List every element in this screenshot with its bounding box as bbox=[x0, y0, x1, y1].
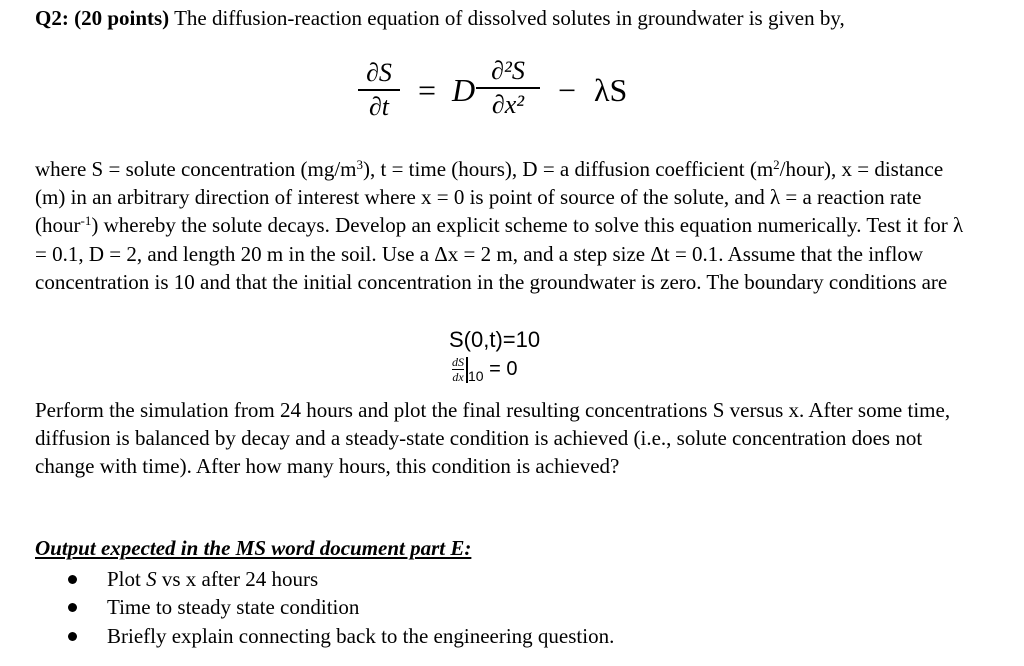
derivative-numerator: dS bbox=[452, 355, 464, 369]
list-item: Plot S vs x after 24 hours bbox=[68, 565, 614, 593]
question-intro: The diffusion-reaction equation of dissolved solutes in groundwater is given by, bbox=[174, 6, 845, 30]
superscript-minus-1: -1 bbox=[80, 213, 92, 229]
derivative-fraction bbox=[452, 356, 464, 383]
bullet-icon bbox=[68, 575, 77, 584]
rhs-fraction-bar bbox=[476, 87, 540, 89]
question-header bbox=[35, 6, 845, 31]
question-label: Q2: (20 points) bbox=[35, 6, 170, 30]
boundary-condition-2 bbox=[452, 356, 518, 384]
where-text-part-3: /hour), x = distance (m) in an arbitrary direction of interest where x = 0 is point of source of the solute, and λ = a reaction rate (hour bbox=[35, 157, 944, 238]
boundary-condition-1: S(0,t)=10 bbox=[449, 327, 541, 352]
equals-sign: = bbox=[418, 72, 437, 108]
list-item: Briefly explain connecting back to the engineering question. bbox=[68, 622, 614, 650]
minus-sign: − bbox=[558, 72, 577, 108]
derivative-denominator: dx bbox=[452, 370, 464, 384]
evaluation-point: 10 bbox=[468, 367, 484, 384]
rhs-numerator: ∂²S bbox=[491, 56, 525, 85]
diffusion-coefficient: D bbox=[452, 72, 476, 108]
list-item: Time to steady state condition bbox=[68, 593, 614, 621]
rhs-fraction bbox=[476, 58, 540, 118]
output-list bbox=[68, 565, 614, 650]
simulation-paragraph: Perform the simulation from 24 hours and plot the final resulting concentrations S versus x. After some time, diffusion is balanced by decay and a steady-state condition is achieved (i.e., solute concentration does not change with time). After how many hours, this condition is achieved? bbox=[35, 398, 951, 479]
bullet-icon bbox=[68, 632, 77, 641]
lhs-numerator: ∂S bbox=[366, 58, 392, 87]
where-text-part-2: ), t = time (hours), D = a diffusion coefficient (m bbox=[363, 157, 774, 181]
where-text-part-1: where S = solute concentration (mg/m bbox=[35, 157, 357, 181]
definitions-paragraph bbox=[35, 155, 970, 296]
lhs-denominator: ∂t bbox=[368, 92, 390, 121]
where-text-part-4: ) whereby the solute decays. Develop an explicit scheme to solve this equation numerically. Test it for λ = 0.1, D = 2, and length 20 m in the soil. Use a Δx = 2 m, and a step size Δt = 0.1. Assume that the inflow concentration is 10 and that the initial concentration in the groundwater is zero. The boundary conditions are bbox=[35, 213, 964, 294]
superscript-3: 3 bbox=[356, 157, 364, 172]
bullet-icon bbox=[68, 603, 77, 612]
decay-term: λS bbox=[594, 72, 628, 108]
lhs-fraction bbox=[358, 60, 400, 120]
lhs-fraction-bar bbox=[358, 89, 400, 91]
superscript-2: 2 bbox=[773, 157, 780, 172]
output-heading: Output expected in the MS word document part E: bbox=[35, 536, 472, 560]
diffusion-reaction-equation bbox=[358, 58, 658, 128]
bc2-rhs: = 0 bbox=[483, 357, 518, 380]
rhs-denominator: ∂x² bbox=[491, 90, 525, 119]
